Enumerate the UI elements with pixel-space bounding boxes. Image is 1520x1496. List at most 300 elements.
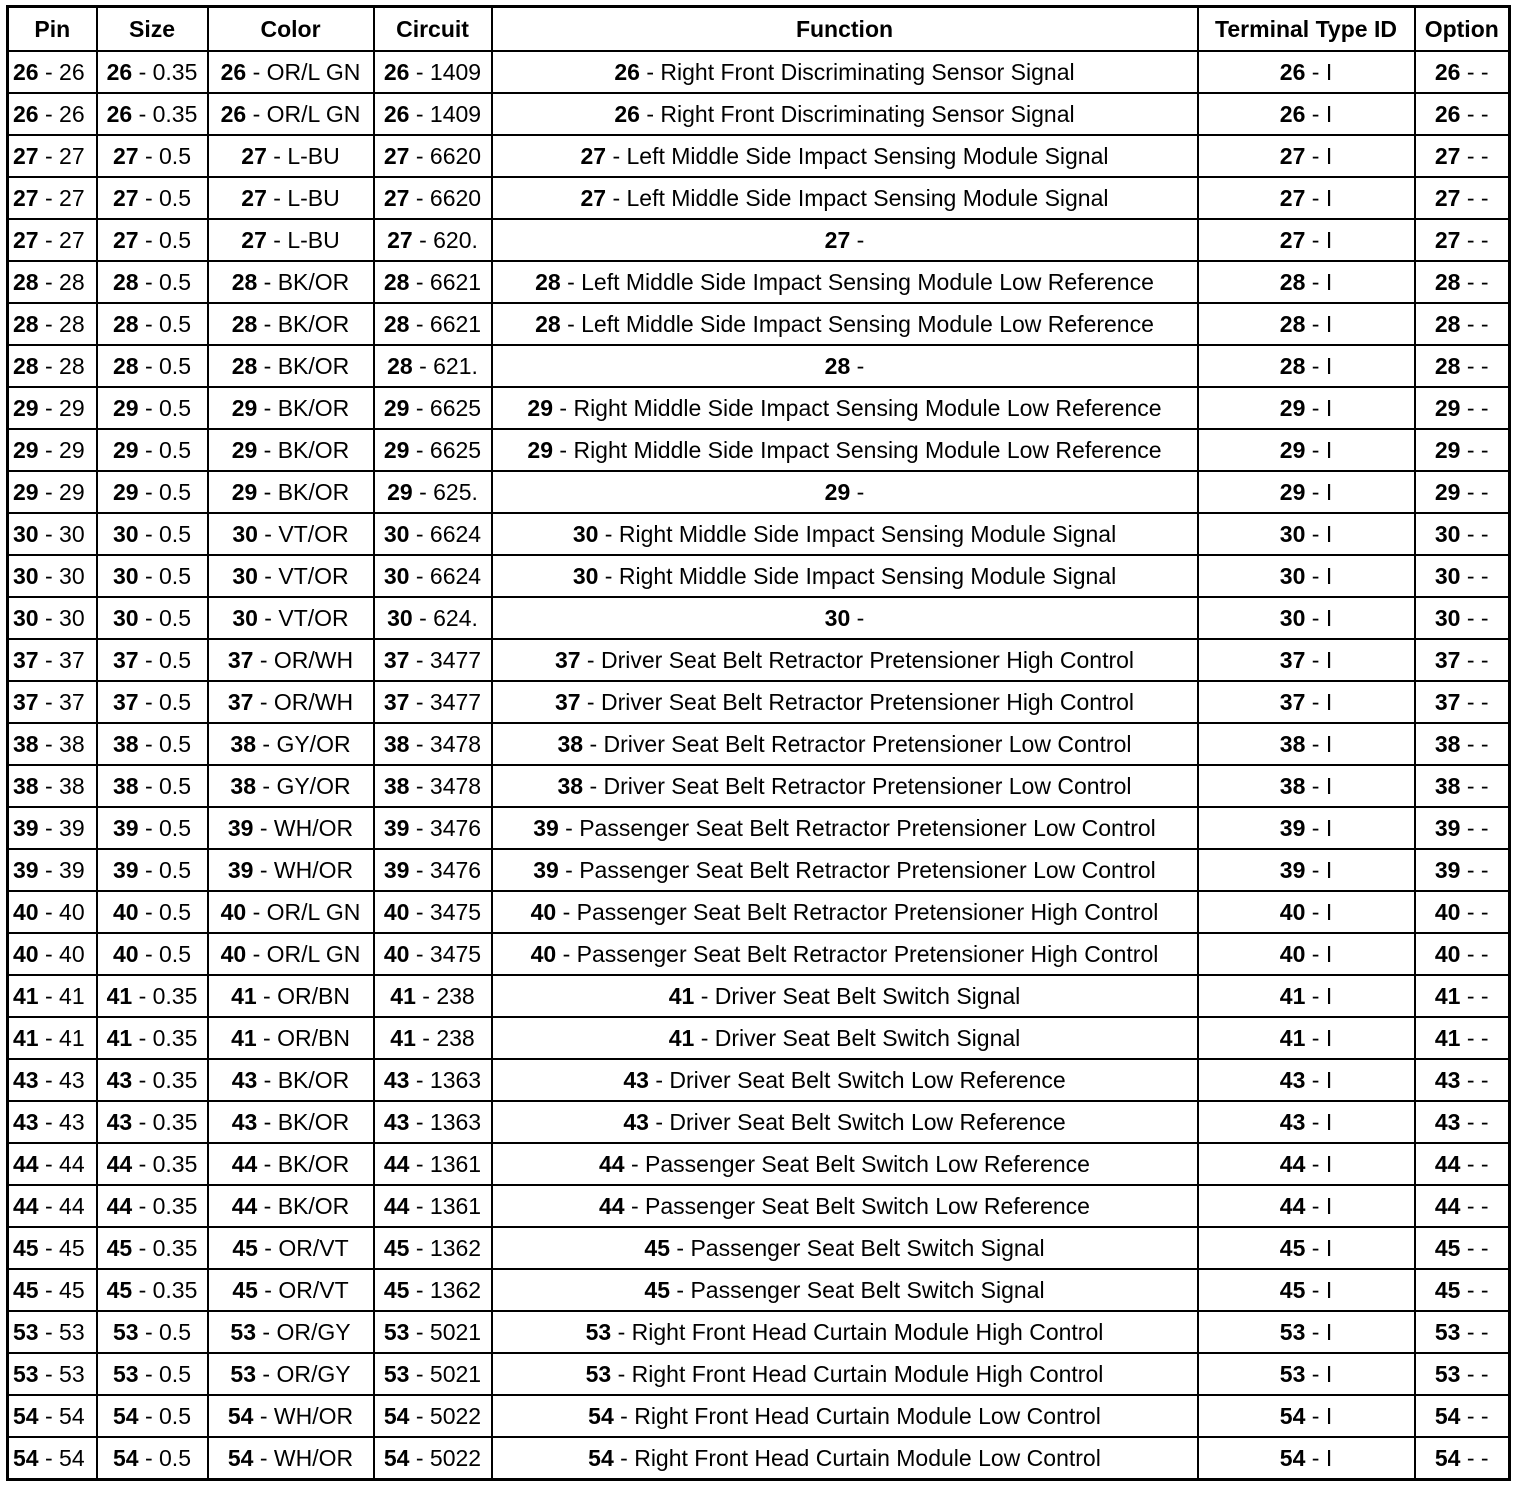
pin-number-prefix: 26 [1434,101,1461,127]
circuit-cell [374,471,492,513]
pin-number-prefix: 39 [1279,857,1306,883]
terminal-value: - I [1305,1025,1333,1051]
pin-value: - 30 [38,605,85,631]
pin-number-prefix: 29 [1434,395,1461,421]
color-value: - BK/OR [257,395,350,421]
pin-number-prefix: 27 [241,185,267,211]
option-value: - - [1460,1361,1489,1387]
pin-number-prefix: 53 [383,1361,410,1387]
pin-number-prefix: 43 [1279,1067,1306,1093]
table-row [8,597,1510,639]
circuit-value: - 1361 [409,1151,482,1177]
pin-number-prefix: 43 [13,1109,39,1135]
circuit-cell [374,1227,492,1269]
circuit-value: - 3475 [409,941,482,967]
pin-number-prefix: 30 [1434,563,1461,589]
circuit-value: - 5021 [409,1361,482,1387]
pin-number-prefix: 30 [572,563,599,589]
function-value: - Driver Seat Belt Retractor Pretensioner Low Control [583,731,1132,757]
pin-value: - 28 [38,311,85,337]
circuit-value: - 6621 [409,269,482,295]
terminal-value: - I [1305,1235,1333,1261]
terminal-value: - I [1305,857,1333,883]
size-cell [97,1017,208,1059]
pin-cell [8,1269,97,1311]
option-cell [1415,1017,1510,1059]
pin-value: - 37 [38,689,85,715]
pin-number-prefix: 29 [231,395,258,421]
function-value: - Passenger Seat Belt Retractor Pretensioner High Control [556,941,1159,967]
color-cell [208,513,374,555]
function-value: - Right Middle Side Impact Sensing Module Low Reference [553,395,1162,421]
color-value: - WH/OR [253,815,354,841]
color-cell [208,639,374,681]
circuit-value: - 1363 [409,1067,482,1093]
color-value: - BK/OR [257,269,350,295]
size-value: - 0.5 [138,1445,191,1471]
pin-number-prefix: 39 [533,815,559,841]
column-header-pin: Pin [8,7,97,52]
pin-number-prefix: 44 [106,1193,133,1219]
color-cell [208,177,374,219]
pin-value: - 38 [38,773,85,799]
pin-number-prefix: 44 [1434,1151,1461,1177]
option-cell [1415,1311,1510,1353]
terminal-type-id-cell [1198,1227,1415,1269]
option-value: - - [1460,1445,1489,1471]
pin-number-prefix: 29 [383,437,410,463]
pin-number-prefix: 27 [1279,185,1306,211]
pin-number-prefix: 54 [588,1445,614,1471]
terminal-type-id-cell [1198,1311,1415,1353]
function-value: - Right Front Head Curtain Module Low Control [613,1445,1101,1471]
pin-number-prefix: 26 [13,101,39,127]
pin-number-prefix: 38 [13,731,39,757]
terminal-type-id-cell [1198,303,1415,345]
pin-cell [8,975,97,1017]
pin-cell [8,933,97,975]
size-value: - 0.5 [138,185,191,211]
pin-number-prefix: 37 [112,689,139,715]
pin-number-prefix: 40 [112,941,139,967]
color-value: - OR/BN [256,983,350,1009]
column-header-option: Option [1415,7,1510,52]
circuit-cell [374,429,492,471]
circuit-value: - 3478 [409,773,482,799]
pin-number-prefix: 53 [1434,1319,1461,1345]
pin-number-prefix: 29 [1279,395,1306,421]
size-value: - 0.5 [138,857,191,883]
function-cell [492,891,1198,933]
pin-value: - 40 [38,941,85,967]
pin-value: - 53 [38,1361,85,1387]
terminal-value: - I [1305,899,1333,925]
table-row [8,1437,1510,1480]
color-cell [208,1101,374,1143]
pin-number-prefix: 28 [1279,269,1306,295]
circuit-value: - 6620 [409,185,482,211]
terminal-type-id-cell [1198,933,1415,975]
option-cell [1415,1269,1510,1311]
pin-number-prefix: 28 [1434,311,1461,337]
option-value: - - [1460,143,1489,169]
pin-number-prefix: 30 [112,563,139,589]
circuit-cell [374,807,492,849]
pin-value: - 45 [38,1235,85,1261]
pin-number-prefix: 53 [585,1319,612,1345]
terminal-type-id-cell [1198,1059,1415,1101]
pin-number-prefix: 40 [1434,941,1461,967]
pin-number-prefix: 40 [530,941,557,967]
circuit-cell [374,849,492,891]
function-value: - Left Middle Side Impact Sensing Module Signal [606,143,1109,169]
pin-number-prefix: 27 [13,185,39,211]
pin-value: - 54 [38,1403,85,1429]
option-cell [1415,429,1510,471]
pin-cell [8,1227,97,1269]
pin-number-prefix: 40 [220,899,247,925]
function-cell [492,135,1198,177]
circuit-cell [374,975,492,1017]
function-cell [492,639,1198,681]
size-cell [97,261,208,303]
function-cell [492,429,1198,471]
circuit-cell [374,1059,492,1101]
color-cell [208,261,374,303]
pin-number-prefix: 38 [557,731,584,757]
pin-value: - 27 [38,185,85,211]
pin-number-prefix: 30 [383,521,410,547]
pin-cell [8,1101,97,1143]
pin-number-prefix: 54 [1279,1403,1306,1429]
pin-cell [8,639,97,681]
pin-number-prefix: 26 [106,101,133,127]
color-value: - VT/OR [257,563,349,589]
function-value: - Left Middle Side Impact Sensing Module Low Reference [560,311,1154,337]
size-value: - 0.5 [138,437,191,463]
pin-number-prefix: 37 [383,689,410,715]
pin-cell [8,387,97,429]
size-cell [97,1143,208,1185]
size-value: - 0.5 [138,1319,191,1345]
size-value: - 0.5 [138,395,191,421]
pin-number-prefix: 44 [106,1151,133,1177]
function-cell [492,93,1198,135]
pin-number-prefix: 54 [112,1445,139,1471]
pin-number-prefix: 38 [1434,773,1461,799]
pin-number-prefix: 27 [387,227,413,253]
terminal-value: - I [1305,605,1333,631]
color-cell [208,1437,374,1480]
option-value: - - [1460,227,1489,253]
color-value: - OR/L GN [246,59,361,85]
terminal-type-id-cell [1198,849,1415,891]
size-value: - 0.35 [132,1109,198,1135]
size-cell [97,933,208,975]
function-value: - Passenger Seat Belt Switch Low Reference [624,1151,1090,1177]
size-value: - 0.35 [132,1067,198,1093]
pin-number-prefix: 38 [112,731,139,757]
circuit-value: - 5022 [409,1445,482,1471]
option-cell [1415,1143,1510,1185]
function-value: - Left Middle Side Impact Sensing Module Low Reference [560,269,1154,295]
function-value: - Driver Seat Belt Retractor Pretensioner Low Control [583,773,1132,799]
pin-number-prefix: 43 [1279,1109,1306,1135]
pin-number-prefix: 27 [112,227,139,253]
terminal-value: - I [1305,227,1333,253]
pin-number-prefix: 26 [106,59,133,85]
circuit-value: - 624. [412,605,478,631]
pin-number-prefix: 39 [1434,857,1461,883]
circuit-cell [374,387,492,429]
terminal-value: - I [1305,1361,1333,1387]
function-value: - Passenger Seat Belt Switch Low Reference [624,1193,1090,1219]
pin-number-prefix: 41 [390,1025,416,1051]
size-cell [97,639,208,681]
table-row [8,1101,1510,1143]
option-value: - - [1460,101,1489,127]
pin-cell [8,891,97,933]
pin-number-prefix: 45 [232,1235,258,1261]
pin-value: - 53 [38,1319,85,1345]
pin-number-prefix: 28 [824,353,851,379]
terminal-value: - I [1305,1319,1333,1345]
table-row [8,345,1510,387]
pin-number-prefix: 40 [13,941,39,967]
pin-value: - 54 [38,1445,85,1471]
terminal-value: - I [1305,1277,1333,1303]
size-cell [97,1101,208,1143]
function-value: - Driver Seat Belt Switch Low Reference [648,1109,1066,1135]
function-cell [492,1311,1198,1353]
option-cell [1415,1101,1510,1143]
pin-number-prefix: 30 [112,605,139,631]
color-value: - WH/OR [253,1445,354,1471]
option-cell [1415,1185,1510,1227]
pin-value: - 26 [38,101,85,127]
circuit-value: - 238 [415,1025,475,1051]
pin-number-prefix: 44 [1279,1193,1306,1219]
pin-number-prefix: 41 [668,983,695,1009]
pin-number-prefix: 53 [1279,1319,1306,1345]
color-value: - OR/GY [256,1361,351,1387]
option-cell [1415,93,1510,135]
circuit-value: - 238 [415,983,475,1009]
circuit-value: - 1361 [409,1193,482,1219]
pin-number-prefix: 28 [383,311,410,337]
table-row [8,429,1510,471]
pin-cell [8,807,97,849]
pin-number-prefix: 45 [106,1277,133,1303]
terminal-value: - I [1305,731,1333,757]
pin-number-prefix: 28 [13,353,39,379]
pin-number-prefix: 28 [112,311,139,337]
size-value: - 0.5 [138,521,191,547]
pin-number-prefix: 54 [588,1403,614,1429]
option-cell [1415,1059,1510,1101]
table-row [8,219,1510,261]
pin-number-prefix: 39 [112,815,139,841]
circuit-cell [374,681,492,723]
color-value: - BK/OR [257,1067,350,1093]
pin-number-prefix: 30 [112,521,139,547]
pin-number-prefix: 26 [383,59,410,85]
option-value: - - [1460,815,1489,841]
pin-number-prefix: 40 [1434,899,1461,925]
table-row [8,723,1510,765]
table-body [8,51,1510,1480]
pin-number-prefix: 44 [13,1151,39,1177]
table-row [8,387,1510,429]
terminal-type-id-cell [1198,345,1415,387]
pin-number-prefix: 27 [112,143,139,169]
size-value: - 0.5 [138,605,191,631]
pin-number-prefix: 41 [231,983,257,1009]
option-cell [1415,597,1510,639]
function-cell [492,1185,1198,1227]
option-value: - - [1460,1277,1489,1303]
table-row [8,765,1510,807]
size-value: - 0.5 [138,1403,191,1429]
connector-pinout-table [6,5,1511,1481]
pin-number-prefix: 27 [1279,143,1306,169]
circuit-value: - 6621 [409,311,482,337]
terminal-type-id-cell [1198,1269,1415,1311]
pin-number-prefix: 37 [13,689,39,715]
pin-number-prefix: 37 [1279,647,1306,673]
pin-number-prefix: 43 [623,1109,649,1135]
circuit-value: - 5022 [409,1403,482,1429]
color-cell [208,723,374,765]
pin-number-prefix: 30 [1279,521,1306,547]
option-value: - - [1460,773,1489,799]
color-value: - L-BU [266,227,340,253]
pin-number-prefix: 54 [227,1403,254,1429]
terminal-type-id-cell [1198,1017,1415,1059]
pin-number-prefix: 45 [106,1235,133,1261]
color-cell [208,1059,374,1101]
pin-number-prefix: 43 [383,1109,410,1135]
terminal-type-id-cell [1198,555,1415,597]
pin-number-prefix: 30 [232,563,258,589]
pin-number-prefix: 28 [1434,353,1461,379]
table-row [8,933,1510,975]
pin-number-prefix: 39 [227,815,254,841]
pin-number-prefix: 54 [383,1445,410,1471]
table-row [8,1185,1510,1227]
pin-number-prefix: 53 [383,1319,410,1345]
pin-value: - 39 [38,857,85,883]
pin-number-prefix: 44 [599,1193,625,1219]
pin-number-prefix: 38 [557,773,584,799]
option-cell [1415,849,1510,891]
pin-number-prefix: 29 [13,437,39,463]
function-cell [492,261,1198,303]
pin-number-prefix: 54 [1434,1403,1461,1429]
pin-number-prefix: 40 [1279,899,1306,925]
size-value: - 0.5 [138,353,191,379]
pin-number-prefix: 41 [13,983,39,1009]
size-value: - 0.5 [138,899,191,925]
pin-value: - 30 [38,563,85,589]
circuit-value: - 3478 [409,731,482,757]
pin-number-prefix: 37 [554,689,581,715]
pin-number-prefix: 44 [231,1151,258,1177]
terminal-type-id-cell [1198,891,1415,933]
size-value: - 0.5 [138,941,191,967]
pin-number-prefix: 44 [1279,1151,1306,1177]
color-value: - BK/OR [257,1151,350,1177]
terminal-type-id-cell [1198,639,1415,681]
terminal-type-id-cell [1198,1437,1415,1480]
pin-cell [8,1143,97,1185]
pin-number-prefix: 29 [527,395,554,421]
circuit-value: - 3477 [409,689,482,715]
pin-number-prefix: 53 [230,1319,257,1345]
function-cell [492,1437,1198,1480]
table-row [8,513,1510,555]
pin-cell [8,765,97,807]
function-cell [492,555,1198,597]
size-value: - 0.35 [132,1025,198,1051]
function-cell [492,1269,1198,1311]
terminal-type-id-cell [1198,1143,1415,1185]
column-header-function: Function [492,7,1198,52]
size-cell [97,219,208,261]
terminal-type-id-cell [1198,93,1415,135]
table-row [8,975,1510,1017]
size-value: - 0.5 [138,773,191,799]
color-cell [208,933,374,975]
option-value: - - [1460,521,1489,547]
color-value: - WH/OR [253,1403,354,1429]
option-cell [1415,471,1510,513]
pin-number-prefix: 44 [13,1193,39,1219]
option-cell [1415,513,1510,555]
terminal-value: - I [1305,647,1333,673]
pin-number-prefix: 30 [232,521,258,547]
pin-number-prefix: 54 [13,1445,39,1471]
pin-number-prefix: 29 [231,437,258,463]
terminal-type-id-cell [1198,597,1415,639]
table-row [8,93,1510,135]
column-header-color: Color [208,7,374,52]
pin-number-prefix: 53 [230,1361,257,1387]
color-cell [208,1353,374,1395]
circuit-value: - 5021 [409,1319,482,1345]
pin-number-prefix: 45 [1434,1277,1461,1303]
size-cell [97,1269,208,1311]
pin-value: - 43 [38,1109,85,1135]
option-value: - - [1460,899,1489,925]
color-value: - L-BU [266,185,340,211]
terminal-type-id-cell [1198,975,1415,1017]
size-cell [97,429,208,471]
pin-number-prefix: 27 [1434,185,1461,211]
color-cell [208,51,374,93]
pin-cell [8,303,97,345]
function-cell [492,933,1198,975]
pin-number-prefix: 43 [1434,1109,1461,1135]
pin-number-prefix: 45 [232,1277,258,1303]
pin-number-prefix: 53 [1279,1361,1306,1387]
pin-number-prefix: 44 [599,1151,625,1177]
pin-number-prefix: 37 [13,647,39,673]
pin-value: - 44 [38,1151,85,1177]
option-cell [1415,555,1510,597]
pin-number-prefix: 29 [231,479,258,505]
pin-value: - 29 [38,395,85,421]
